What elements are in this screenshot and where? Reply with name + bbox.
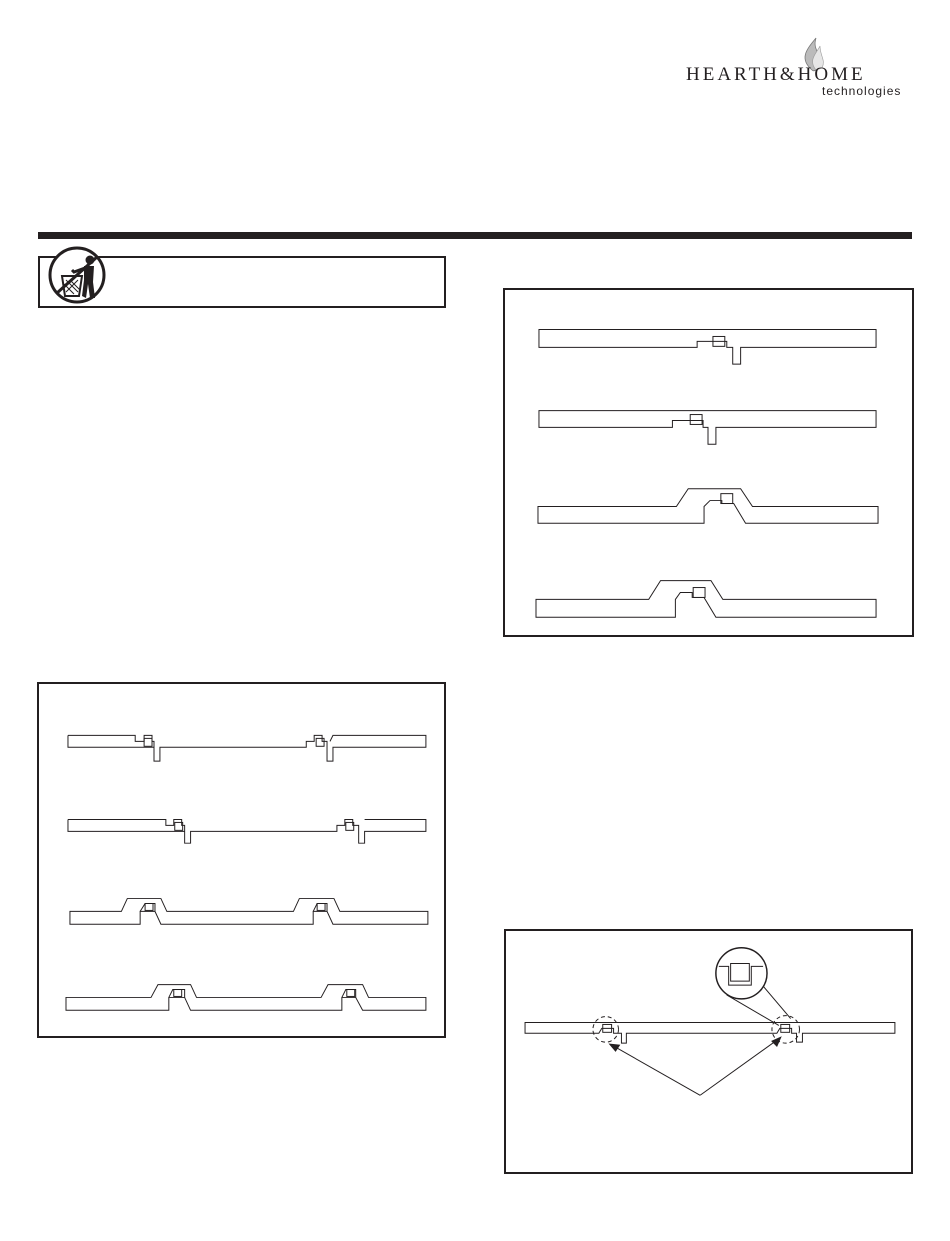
strip-detail xyxy=(525,1022,895,1043)
right-bottom-figure-panel xyxy=(504,929,913,1174)
strip-raised-joint xyxy=(70,899,428,925)
right-top-figure-panel xyxy=(503,288,914,637)
strip-raised-joint xyxy=(538,489,878,524)
dashed-highlight-left xyxy=(593,1017,619,1043)
logo-sub-text: technologies xyxy=(822,84,902,98)
strip-lap-joint xyxy=(68,735,426,761)
strip-lap-joint xyxy=(539,330,876,365)
right-top-panel-diagram xyxy=(505,290,912,635)
detail-callout-diagram xyxy=(506,931,911,1172)
strip-raised-offset-joint xyxy=(536,581,876,618)
section-rule xyxy=(38,232,912,239)
logo-brand-text: HEARTH&HOME xyxy=(686,64,866,85)
left-figure-panel xyxy=(37,682,446,1038)
strip-raised-offset-joint xyxy=(66,985,426,1011)
pointer-arrow-right xyxy=(700,1040,777,1095)
no-littering-icon xyxy=(48,246,106,304)
pointer-arrow-left xyxy=(614,1046,701,1095)
strip-offset-joint xyxy=(68,819,426,843)
magnifier-circle-icon xyxy=(716,948,767,999)
strip-offset-joint xyxy=(539,411,876,445)
left-panel-diagram xyxy=(39,684,444,1036)
